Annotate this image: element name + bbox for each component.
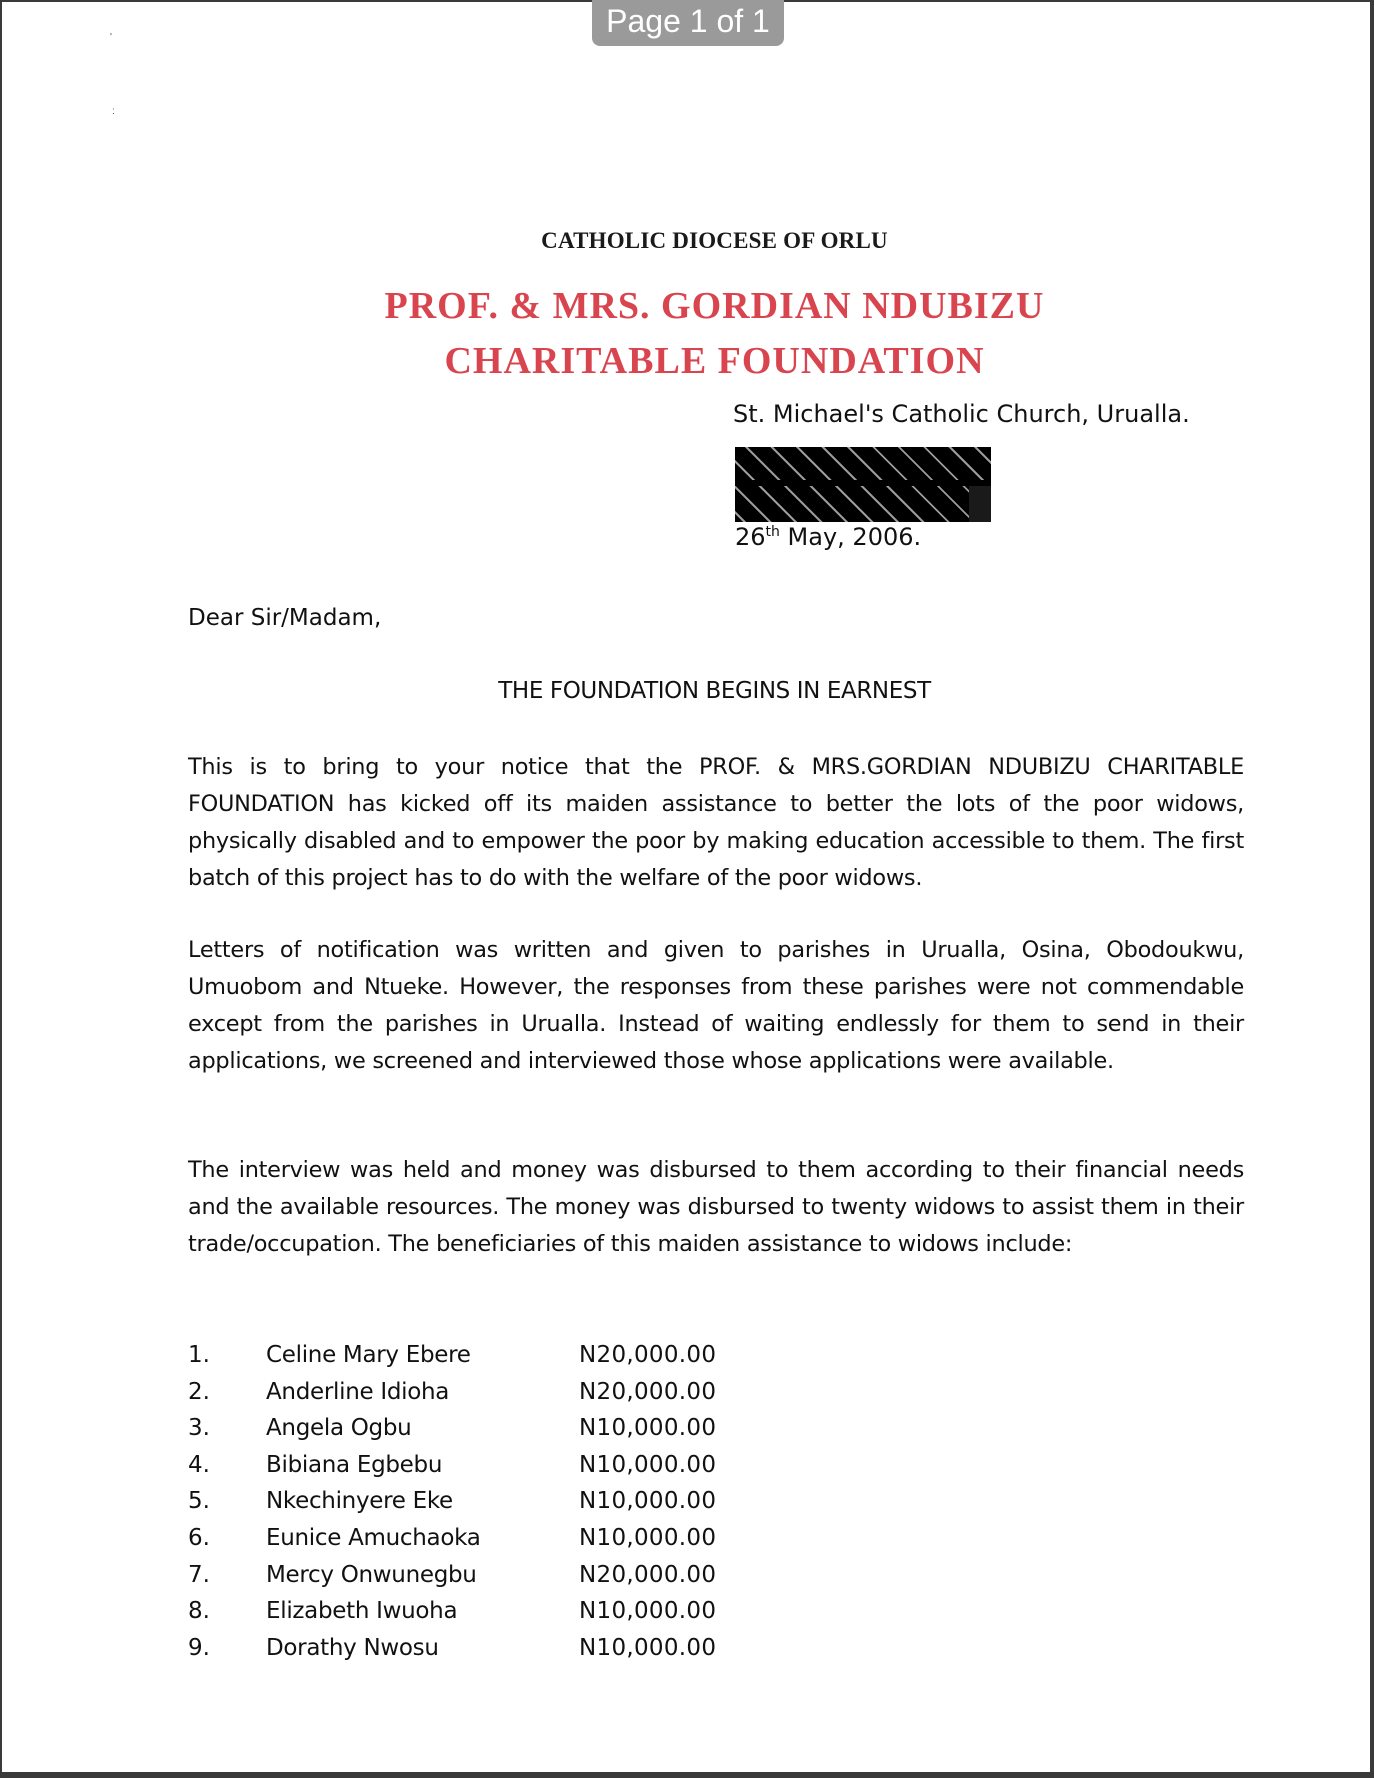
sender-address: St. Michael's Catholic Church, Urualla. <box>733 400 1190 428</box>
beneficiary-name: Anderline Idioha <box>266 1378 450 1405</box>
paragraph-notification: Letters of notification was written and given to parishes in Urualla, Osina, Obodoukwu, Umuobom and Ntueke. However, the responses from these parishes were not commendable except from the parishes in Urualla. Instead of waiting endlessly for them to send in their applications, we screened and interviewed those whose applications were available. <box>188 937 1244 1074</box>
date-day: 26 <box>735 523 766 551</box>
item-number: 5. <box>188 1488 210 1515</box>
date-month-year: May, 2006. <box>779 523 922 551</box>
foundation-name-line1: PROF. & MRS. GORDIAN NDUBIZU <box>384 285 1045 327</box>
beneficiary-name: Angela Ogbu <box>266 1415 412 1442</box>
beneficiary-name: Nkechinyere Eke <box>266 1488 453 1515</box>
scan-speck: ' <box>110 32 112 43</box>
item-number: 7. <box>188 1561 210 1588</box>
diocese-heading: CATHOLIC DIOCESE OF ORLU <box>541 228 888 253</box>
item-number: 4. <box>188 1451 210 1478</box>
date-suffix: th <box>765 524 780 540</box>
beneficiary-name: Mercy Onwunegbu <box>266 1561 477 1588</box>
paragraph-intro: This is to bring to your notice that the PROF. & MRS.GORDIAN NDUBIZU CHARITABLE FOUNDATION has kicked off its maiden assistance to better the lots of the poor widows, physically disabled and to empower the poor by making education accessible to them. The first batch of this project has to do with the welfare of the poor widows. <box>188 754 1244 891</box>
redacted-address-block <box>735 447 991 522</box>
beneficiary-amount: N20,000.00 <box>579 1378 717 1405</box>
item-number: 1. <box>188 1342 210 1368</box>
item-number: 9. <box>188 1634 210 1661</box>
item-number: 8. <box>188 1598 210 1625</box>
beneficiary-amount: N10,000.00 <box>579 1598 717 1625</box>
page-indicator: Page 1 of 1 <box>592 0 784 46</box>
beneficiary-name: Celine Mary Ebere <box>266 1342 471 1368</box>
beneficiary-amount: N10,000.00 <box>579 1634 717 1661</box>
beneficiary-amount: N20,000.00 <box>579 1342 717 1368</box>
redaction-notch <box>969 486 991 522</box>
beneficiary-amount: N10,000.00 <box>579 1451 717 1478</box>
foundation-name-line2: CHARITABLE FOUNDATION <box>444 340 985 382</box>
item-number: 6. <box>188 1524 210 1551</box>
salutation: Dear Sir/Madam, <box>188 605 382 631</box>
beneficiary-name: Eunice Amuchaoka <box>266 1524 481 1551</box>
letter-subject: THE FOUNDATION BEGINS IN EARNEST <box>498 678 931 704</box>
item-number: 2. <box>188 1378 210 1405</box>
beneficiary-amount: N20,000.00 <box>579 1561 717 1588</box>
letter-date <box>735 523 921 551</box>
item-number: 3. <box>188 1415 210 1442</box>
beneficiary-name: Bibiana Egbebu <box>266 1451 443 1478</box>
document-page <box>2 2 1370 1772</box>
redaction-divider <box>735 480 991 486</box>
beneficiary-amount: N10,000.00 <box>579 1488 717 1515</box>
beneficiary-amount: N10,000.00 <box>579 1524 717 1551</box>
beneficiary-name: Elizabeth Iwuoha <box>266 1598 458 1625</box>
beneficiary-amount: N10,000.00 <box>579 1415 717 1442</box>
beneficiary-name: Dorathy Nwosu <box>266 1634 439 1661</box>
scan-speck: : <box>112 106 115 117</box>
paragraph-disbursement: The interview was held and money was disbursed to them according to their financial needs and the available resources. The money was disbursed to twenty widows to assist them in their trade/occupation. The beneficiaries of this maiden assistance to widows include: <box>188 1157 1244 1257</box>
